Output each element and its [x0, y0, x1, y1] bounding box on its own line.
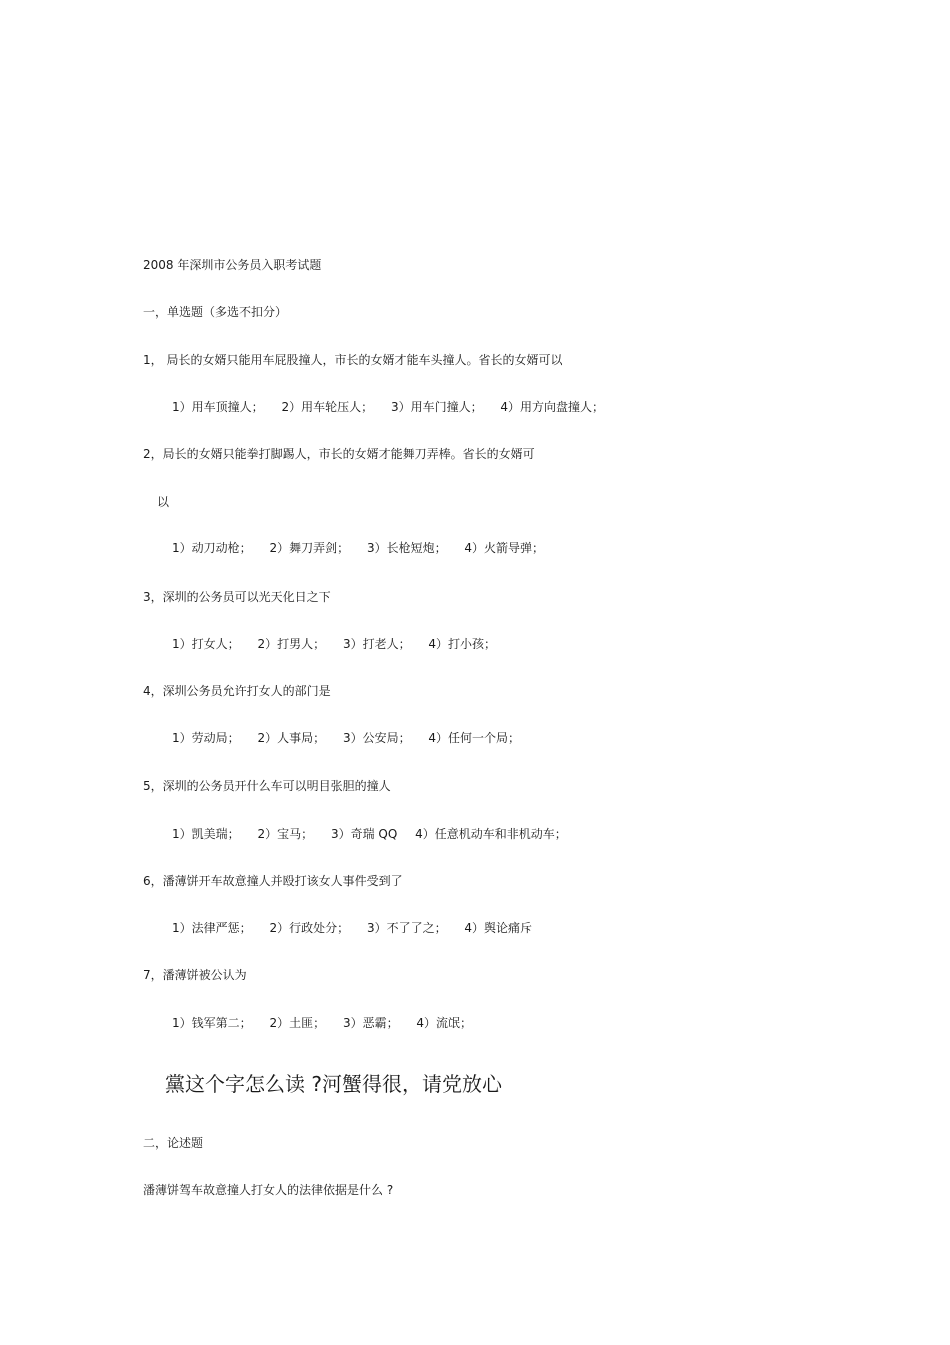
option: 3）用车门撞人；	[390, 400, 483, 414]
question-5-stem: 5，深圳的公务员开什么车可以明目张胆的撞人	[143, 779, 391, 793]
question-3-stem: 3，深圳的公务员可以光天化日之下	[143, 590, 331, 604]
document-title: 2008 年深圳市公务员入职考试题	[143, 258, 322, 272]
option: 1）用车顶撞人；	[172, 400, 264, 414]
option: 3）奇瑞 QQ	[330, 827, 398, 841]
option: 3）恶霸；	[342, 1016, 399, 1030]
option: 1）法律严惩；	[172, 921, 252, 935]
option: 3）不了了之；	[366, 921, 447, 935]
option: 4）流氓；	[416, 1016, 473, 1030]
section-heading-single-choice: 一，单选题（多选不扣分）	[143, 305, 288, 319]
option: 4）任意机动车和非机动车；	[415, 827, 567, 841]
option: 1）钱军第二；	[172, 1016, 252, 1030]
question-2-options	[172, 540, 558, 556]
essay-question: 潘薄饼驾车故意撞人打女人的法律依据是什么 ?	[143, 1183, 394, 1197]
option: 4）用方向盘撞人；	[500, 400, 605, 414]
option: 2）舞刀弄剑；	[269, 541, 350, 555]
option: 4）任何一个局；	[428, 731, 521, 745]
option: 2）用车轮压人；	[281, 400, 374, 414]
option: 1）凯美瑞；	[172, 827, 240, 841]
question-1-stem: 1， 局长的女婿只能用车屁股撞人，市长的女婿才能车头撞人。省长的女婿可以	[143, 353, 563, 367]
option: 2）人事局；	[257, 731, 326, 745]
question-2-stem-continued: 以	[157, 495, 170, 509]
option: 2）土匪；	[269, 1016, 326, 1030]
question-5-options	[172, 826, 581, 842]
question-2-stem: 2，局长的女婿只能拳打脚踢人，市长的女婿才能舞刀弄棒。省长的女婿可	[143, 447, 535, 461]
question-7-options	[172, 1015, 486, 1031]
option: 1）动刀动枪；	[172, 541, 252, 555]
option: 3）长枪短炮；	[366, 541, 447, 555]
option: 1）打女人；	[172, 637, 240, 651]
option: 3）公安局；	[342, 731, 411, 745]
option: 3）打老人；	[342, 637, 411, 651]
question-4-stem: 4，深圳公务员允许打女人的部门是	[143, 684, 331, 698]
option: 4）火箭导弹；	[464, 541, 545, 555]
option: 2）宝马；	[257, 827, 314, 841]
option: 1）劳动局；	[172, 731, 240, 745]
option: 2）打男人；	[257, 637, 326, 651]
question-3-options	[172, 636, 510, 652]
question-4-options	[172, 730, 534, 746]
option: 4）舆论痛斥	[464, 921, 533, 935]
question-6-options	[172, 920, 546, 936]
option: 4）打小孩；	[428, 637, 497, 651]
option: 2）行政处分；	[269, 921, 350, 935]
question-6-stem: 6，潘薄饼开车故意撞人并殴打该女人事件受到了	[143, 874, 403, 888]
large-remark-line: 黨这个字怎么读 ?河蟹得很，请党放心	[165, 1072, 502, 1096]
question-1-options	[172, 399, 618, 415]
section-heading-essay: 二，论述题	[143, 1136, 204, 1150]
question-7-stem: 7，潘薄饼被公认为	[143, 968, 247, 982]
